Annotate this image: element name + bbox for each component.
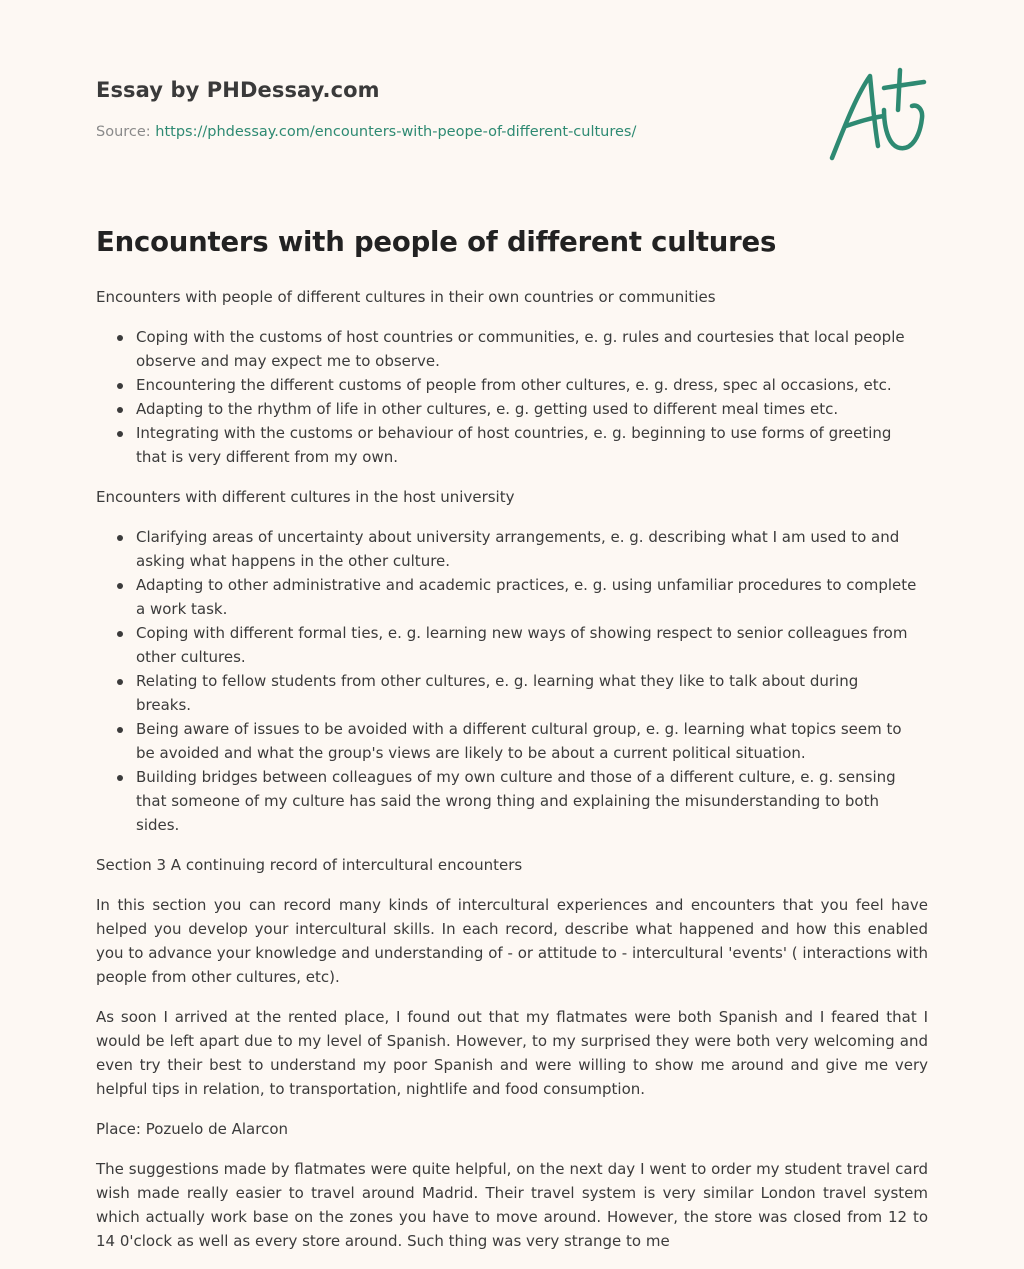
list-item: Coping with different formal ties, e. g. learning new ways of showing respect to senior colleagues from other cultures. bbox=[136, 621, 928, 669]
article-body bbox=[96, 285, 928, 1269]
source-label: Source: bbox=[96, 124, 151, 140]
section-heading: Encounters with different cultures in the host university bbox=[96, 488, 515, 506]
list-item: Encountering the different customs of people from other cultures, e. g. dress, spec al occasions, etc. bbox=[136, 373, 928, 397]
body-paragraph: In this section you can record many kinds of intercultural experiences and encounters that you feel have helped you develop your intercultural skills. In each record, describe what happened and how this enabled you to advance your knowledge and understanding of - or attitude to - intercultural 'events' ( interactions with people from other cultures, etc). bbox=[96, 896, 928, 986]
section-heading: Section 3 A continuing record of intercultural encounters bbox=[96, 856, 523, 874]
bullet-list-own-countries bbox=[96, 325, 928, 469]
a-plus-logo-icon bbox=[826, 66, 930, 166]
source-link[interactable]: https://phdessay.com/encounters-with-peope-of-different-cultures/ bbox=[155, 124, 637, 140]
body-paragraph: The suggestions made by flatmates were quite helpful, on the next day I went to order my student travel card wish made really easier to travel around Madrid. Their travel system is very similar London travel system which actually work base on the zones you have to move around. However, the store was closed from 12 to 14 0'clock as well as every store around. Such thing was very strange to me bbox=[96, 1160, 928, 1250]
list-item: Clarifying areas of uncertainty about university arrangements, e. g. describing what I am used to and asking what happens in the other culture. bbox=[136, 525, 928, 573]
article-title: Encounters with people of different cultures bbox=[96, 226, 777, 258]
list-item: Being aware of issues to be avoided with a different cultural group, e. g. learning what topics seem to be avoided and what the group's views are likely to be about a current political situation. bbox=[136, 717, 928, 765]
list-item: Integrating with the customs or behaviour of host countries, e. g. beginning to use forms of greeting that is very different from my own. bbox=[136, 421, 928, 469]
list-item: Adapting to other administrative and academic practices, e. g. using unfamiliar procedures to complete a work task. bbox=[136, 573, 928, 621]
page-header bbox=[96, 0, 928, 200]
site-brand: Essay by PHDessay.com bbox=[96, 78, 380, 102]
bullet-list-host-university bbox=[96, 525, 928, 837]
list-item: Building bridges between colleagues of my own culture and those of a different culture, e. g. sensing that someone of my culture has said the wrong thing and explaining the misunderstanding to both sides. bbox=[136, 765, 928, 837]
body-paragraph: As soon I arrived at the rented place, I found out that my flatmates were both Spanish and I feared that I would be left apart due to my level of Spanish. However, to my surprised they were both very welcoming and even try their best to understand my poor Spanish and were willing to show me around and give me very helpful tips in relation, to transportation, nightlife and food consumption. bbox=[96, 1008, 928, 1098]
place-line: Place: Pozuelo de Alarcon bbox=[96, 1120, 289, 1138]
list-item: Adapting to the rhythm of life in other cultures, e. g. getting used to different meal times etc. bbox=[136, 397, 928, 421]
list-item: Relating to fellow students from other cultures, e. g. learning what they like to talk about during breaks. bbox=[136, 669, 928, 717]
list-item: Coping with the customs of host countries or communities, e. g. rules and courtesies that local people observe and may expect me to observe. bbox=[136, 325, 928, 373]
section-heading: Encounters with people of different cultures in their own countries or communities bbox=[96, 288, 716, 306]
source-line bbox=[96, 124, 636, 140]
